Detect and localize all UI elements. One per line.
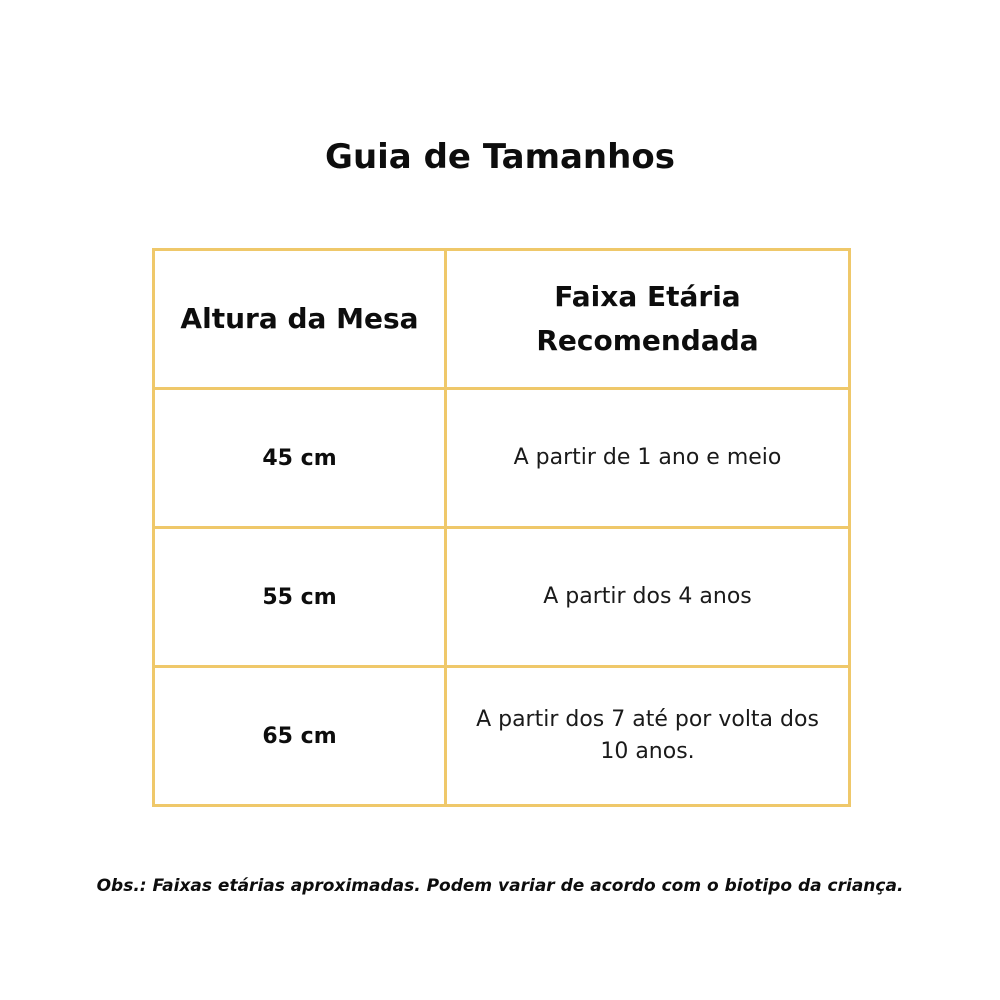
header-table-height: Altura da Mesa: [154, 250, 446, 389]
cell-age-range: A partir de 1 ano e meio: [446, 389, 850, 528]
table-row: [154, 667, 850, 806]
page-title: Guia de Tamanhos: [325, 137, 675, 177]
table-row: [154, 389, 850, 528]
header-age-range: [446, 250, 850, 389]
table-row: [154, 528, 850, 667]
cell-age-range-line2: 10 anos.: [600, 739, 695, 764]
cell-table-height: 65 cm: [154, 667, 446, 806]
cell-age-range: [446, 667, 850, 806]
cell-table-height: 45 cm: [154, 389, 446, 528]
header-age-range-line1: Faixa Etária: [554, 280, 741, 313]
cell-table-height: 55 cm: [154, 528, 446, 667]
cell-age-range-line1: A partir dos 7 até por volta dos: [476, 707, 819, 732]
footnote: Obs.: Faixas etárias aproximadas. Podem variar de acordo com o biotipo da criança.: [96, 876, 904, 896]
cell-age-range: A partir dos 4 anos: [446, 528, 850, 667]
size-guide-table: [152, 248, 851, 807]
table-header-row: [154, 250, 850, 389]
header-age-range-line2: Recomendada: [536, 324, 759, 357]
